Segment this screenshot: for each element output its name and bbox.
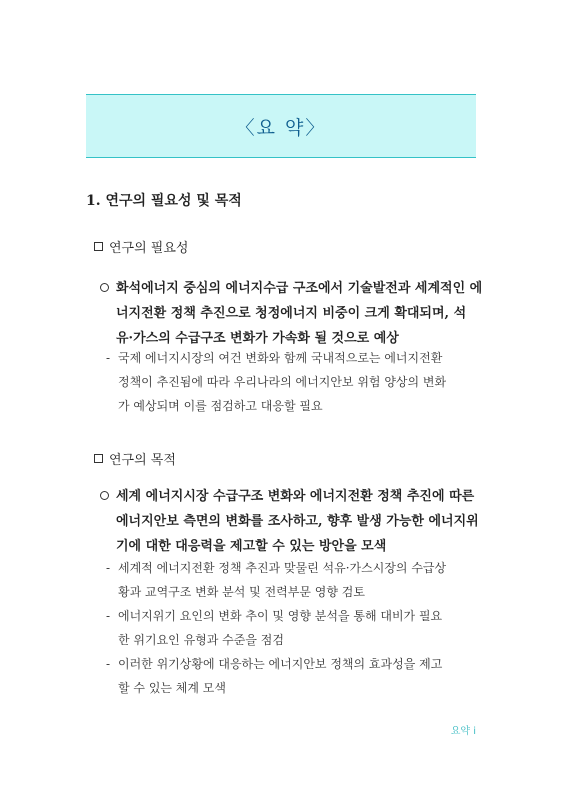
dash-line: 황과 교역구조 변화 분석 및 전력부문 영향 검토	[118, 585, 365, 599]
necessity-dash-item	[106, 346, 480, 418]
bullet-line: 화석에너지 중심의 에너지수급 구조에서 기술발전과 세계적인 에	[116, 281, 483, 296]
dash-line: - 이러한 위기상황에 대응하는 에너지안보 정책의 효과성을 제고	[106, 652, 480, 676]
dash-line: 가 예상되며 이를 점검하고 대응할 필요	[118, 399, 323, 413]
bullet-line: 너지전환 정책 추진으로 청정에너지 비중이 크게 확대되며, 석	[116, 306, 467, 321]
purpose-dash-item	[106, 556, 480, 604]
bullet-line: 에너지안보 측면의 변화를 조사하고, 향후 발생 가능한 에너지위	[116, 514, 479, 529]
subsection-label: 연구의 목적	[109, 453, 176, 468]
dash-line: - 에너지위기 요인의 변화 추이 및 영향 분석을 통해 대비가 필요	[106, 604, 480, 628]
dash-line: - 국제 에너지시장의 여건 변화와 함께 국내적으로는 에너지전환	[106, 346, 480, 370]
purpose-bullet	[100, 484, 480, 559]
square-bullet-icon	[94, 454, 103, 463]
square-bullet-icon	[94, 242, 103, 251]
section-heading: 1. 연구의 필요성 및 목적	[86, 193, 242, 209]
summary-title: 〈요 약〉	[235, 116, 327, 139]
bullet-line: 세계 에너지시장 수급구조 변화와 에너지전환 정책 추진에 따른	[116, 489, 475, 504]
subsection-label: 연구의 필요성	[109, 241, 189, 256]
page-footer: 요약 i	[450, 726, 476, 737]
subsection-purpose	[94, 449, 176, 468]
necessity-bullet	[100, 276, 483, 351]
purpose-dash-item	[106, 652, 480, 700]
dash-line: - 세계적 에너지전환 정책 추진과 맞물린 석유·가스시장의 수급상	[106, 556, 480, 580]
dash-line: 정책이 추진됨에 따라 우리나라의 에너지안보 위험 양상의 변화	[118, 375, 447, 389]
dash-line: 한 위기요인 유형과 수준을 점검	[118, 633, 284, 647]
purpose-dash-item	[106, 604, 480, 652]
subsection-necessity	[94, 237, 188, 256]
dash-line: 할 수 있는 체계 모색	[118, 681, 226, 695]
bullet-line: 기에 대한 대응력을 제고할 수 있는 방안을 모색	[116, 539, 387, 554]
bullet-line: 유·가스의 수급구조 변화가 가속화 될 것으로 예상	[116, 331, 399, 346]
summary-title-band	[86, 94, 476, 158]
